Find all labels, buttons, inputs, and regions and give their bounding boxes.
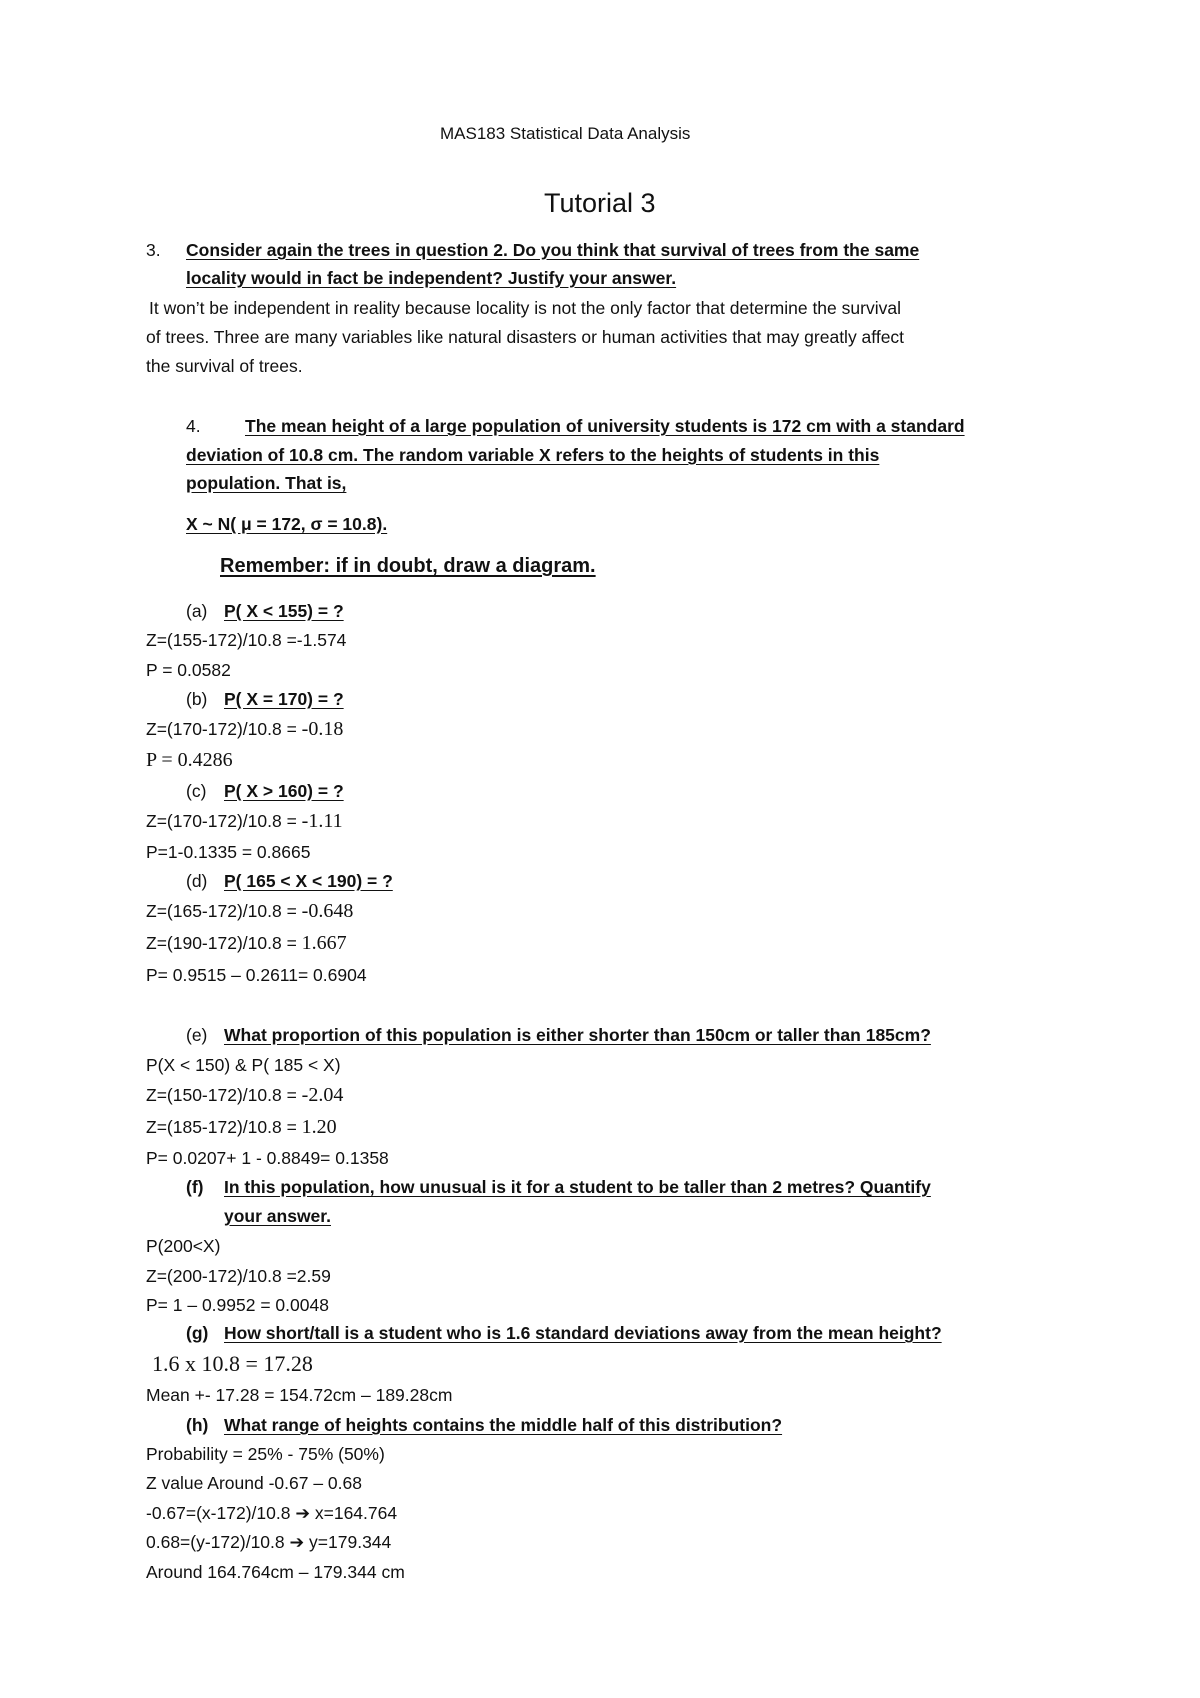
q4-number: 4. (186, 416, 201, 436)
part-b-z-line (146, 717, 343, 741)
part-g-line: Mean +- 17.28 = 154.72cm – 189.28cm (146, 1385, 453, 1405)
part-e-z1-value: -2.04 (301, 1084, 344, 1106)
q4-distribution: X ~ N( μ = 172, σ = 10.8). (186, 514, 388, 534)
part-c-question: P( X > 160) = ? (224, 781, 344, 801)
part-a-line-2: P = 0.0582 (146, 660, 231, 680)
part-h-line-4-left: 0.68=(y-172)/10.8 (146, 1532, 290, 1552)
part-h-line-3-right: x=164.764 (310, 1503, 398, 1523)
part-g-question: How short/tall is a student who is 1.6 standard deviations away from the mean height? (224, 1323, 942, 1343)
part-a-question: P( X < 155) = ? (224, 601, 344, 621)
part-g-calc: 1.6 x 10.8 = 17.28 (152, 1351, 313, 1376)
part-d-z1-prefix: Z=(165-172)/10.8 = (146, 901, 302, 921)
part-f-label: (f) (186, 1177, 204, 1197)
part-f-question-line-1: In this population, how unusual is it for a student to be taller than 2 metres? Quantify (224, 1177, 931, 1197)
part-h-line-4 (146, 1530, 391, 1554)
part-h-label: (h) (186, 1415, 209, 1435)
part-b-question: P( X = 170) = ? (224, 689, 344, 709)
course-header: MAS183 Statistical Data Analysis (440, 124, 691, 143)
part-e-z2-value: 1.20 (301, 1116, 337, 1138)
part-d-z1-value: -0.648 (301, 900, 354, 922)
right-arrow-icon: ➔ (289, 1532, 305, 1552)
part-c-z-line (146, 809, 343, 833)
part-c-label: (c) (186, 781, 207, 801)
q4-question-line-2: deviation of 10.8 cm. The random variable X refers to the heights of students in this (186, 445, 880, 465)
q3-question-line-2: locality would in fact be independent? Justify your answer. (186, 268, 677, 288)
part-e-z2-prefix: Z=(185-172)/10.8 = (146, 1117, 302, 1137)
q3-answer-line-1: It won’t be independent in reality because locality is not the only factor that determine the survival (149, 298, 901, 318)
part-e-label: (e) (186, 1025, 208, 1045)
part-d-label: (d) (186, 871, 208, 891)
part-a-line-1: Z=(155-172)/10.8 =-1.574 (146, 630, 347, 650)
part-h-line-5: Around 164.764cm – 179.344 cm (146, 1562, 405, 1582)
part-c-z-prefix: Z=(170-172)/10.8 = (146, 811, 302, 831)
part-d-z1-line (146, 899, 353, 923)
part-h-line-3-left: -0.67=(x-172)/10.8 (146, 1503, 296, 1523)
part-e-p-line: P= 0.0207+ 1 - 0.8849= 0.1358 (146, 1148, 389, 1168)
part-b-p-line: P = 0.4286 (146, 749, 233, 771)
part-h-line-4-right: y=179.344 (304, 1532, 392, 1552)
part-c-z-value: -1.11 (301, 810, 343, 832)
part-b-z-prefix: Z=(170-172)/10.8 = (146, 719, 302, 739)
right-arrow-icon: ➔ (295, 1503, 310, 1523)
part-a-label: (a) (186, 601, 208, 621)
part-e-z1-line (146, 1083, 343, 1107)
q4-remember-note: Remember: if in doubt, draw a diagram. (220, 555, 596, 577)
q4-question-line-1: The mean height of a large population of university students is 172 cm with a standard (245, 416, 965, 436)
part-d-question: P( 165 < X < 190) = ? (224, 871, 393, 891)
q3-answer-line-2: of trees. Three are many variables like natural disasters or human activities that may greatly affect (146, 327, 905, 347)
part-h-line-1: Probability = 25% - 75% (50%) (146, 1444, 385, 1464)
part-b-z-value: -0.18 (301, 718, 344, 740)
part-e-line-1: P(X < 150) & P( 185 < X) (146, 1055, 341, 1075)
part-d-z2-line (146, 931, 347, 955)
part-f-line-3: P= 1 – 0.9952 = 0.0048 (146, 1295, 329, 1315)
part-b-label: (b) (186, 689, 208, 709)
q3-answer-line-3: the survival of trees. (146, 356, 303, 376)
q3-number: 3. (146, 240, 161, 260)
part-h-line-2: Z value Around -0.67 – 0.68 (146, 1473, 362, 1493)
part-e-z1-prefix: Z=(150-172)/10.8 = (146, 1085, 302, 1105)
part-c-p-line: P=1-0.1335 = 0.8665 (146, 842, 311, 862)
q4-question-line-3: population. That is, (186, 473, 347, 493)
part-e-question: What proportion of this population is either shorter than 150cm or taller than 185cm? (224, 1025, 931, 1045)
part-d-z2-value: 1.667 (301, 932, 347, 954)
part-f-line-2: Z=(200-172)/10.8 =2.59 (146, 1266, 331, 1286)
page-title: Tutorial 3 (544, 188, 656, 218)
q3-question-line-1: Consider again the trees in question 2. Do you think that survival of trees from the same (186, 240, 920, 260)
part-f-line-1: P(200<X) (146, 1236, 221, 1256)
part-e-z2-line (146, 1115, 337, 1139)
part-d-z2-prefix: Z=(190-172)/10.8 = (146, 933, 302, 953)
part-g-label: (g) (186, 1323, 209, 1343)
part-f-question-line-2: your answer. (224, 1206, 331, 1226)
part-h-line-3 (146, 1501, 397, 1525)
part-d-p-line: P= 0.9515 – 0.2611= 0.6904 (146, 965, 367, 985)
part-h-question: What range of heights contains the middle half of this distribution? (224, 1415, 783, 1435)
